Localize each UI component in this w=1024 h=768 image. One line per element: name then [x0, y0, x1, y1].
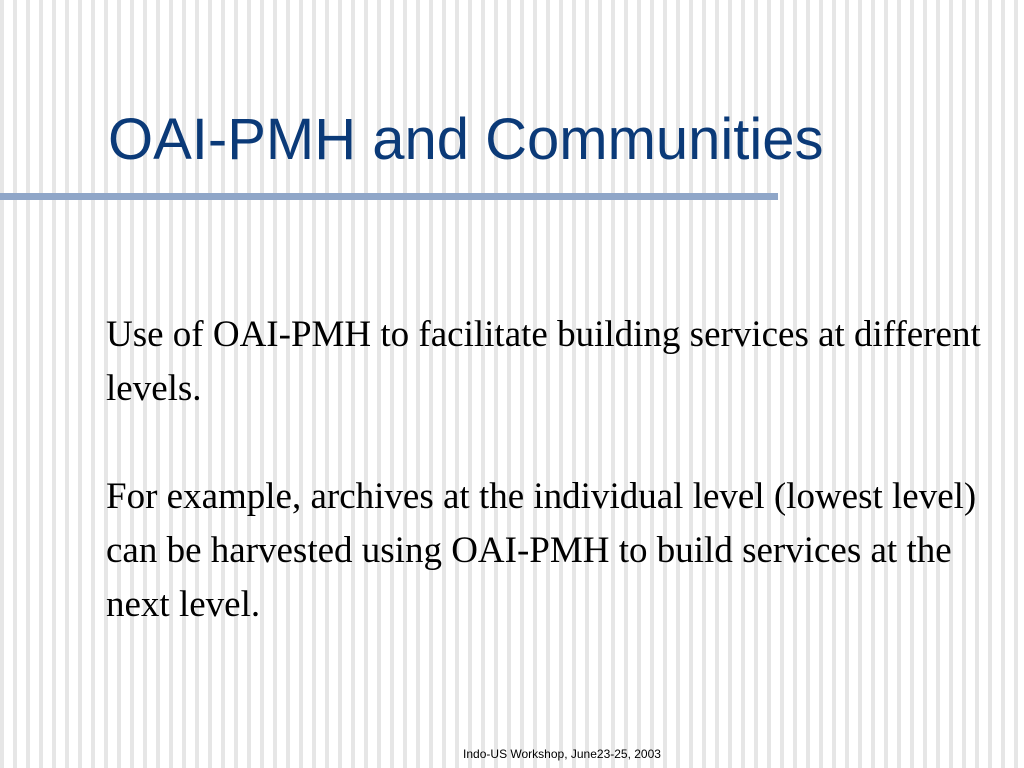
slide-title: OAI-PMH and Communities — [108, 107, 824, 172]
title-underline — [0, 193, 778, 200]
slide-body — [106, 308, 986, 632]
body-paragraph-2: For example, archives at the individual level (lowest level) can be harvested using OAI-PMH to build services at the next level. — [106, 476, 977, 625]
slide-footer: Indo-US Workshop, June23-25, 2003 — [463, 747, 661, 761]
body-paragraph-1: Use of OAI-PMH to facilitate building services at different levels. — [106, 314, 981, 409]
